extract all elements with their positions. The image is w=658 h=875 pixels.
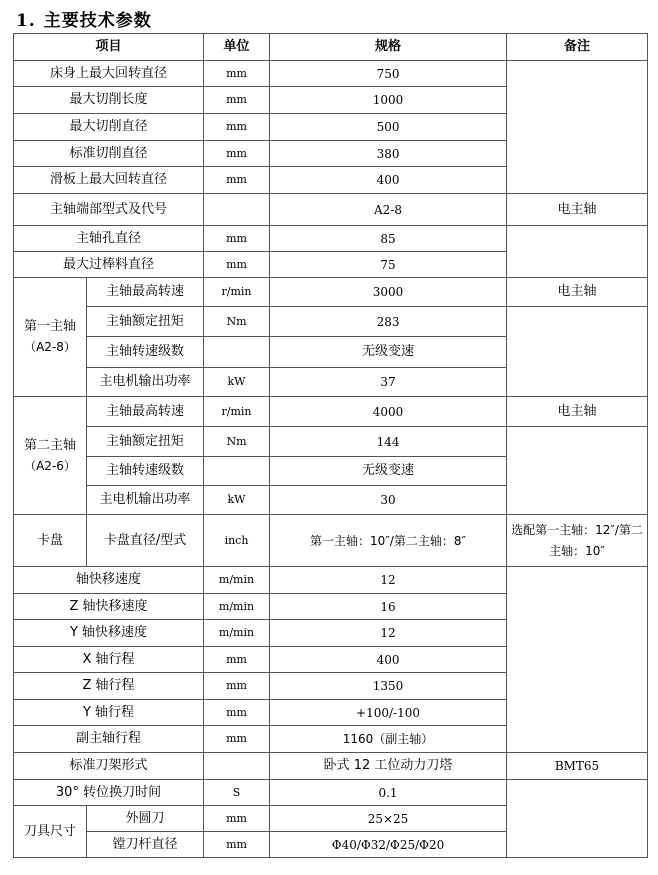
row-spec: 30 [270, 486, 507, 515]
table-row [14, 307, 648, 337]
row-note [507, 567, 648, 753]
row-item: 主电机输出功率 [87, 486, 204, 515]
row-spec: 283 [270, 307, 507, 337]
row-spec: 12 [270, 620, 507, 647]
row-note: 电主轴 [507, 397, 648, 427]
row-spec: 卧式 12 工位动力刀塔 [270, 753, 507, 780]
table-row [14, 427, 648, 457]
row-item: 滑板上最大回转直径 [14, 167, 204, 194]
row-note: BMT65 [507, 753, 648, 780]
row-spec: 75 [270, 252, 507, 278]
row-unit: mm [204, 726, 270, 753]
row-unit: mm [204, 226, 270, 252]
row-item: 最大切削直径 [14, 114, 204, 141]
row-item: X 轴行程 [14, 647, 204, 673]
row-spec: A2-8 [270, 194, 507, 226]
row-spec: 无级变速 [270, 457, 507, 486]
row-unit: r/min [204, 397, 270, 427]
row-spec: 400 [270, 647, 507, 673]
table-row [14, 753, 648, 780]
row-unit: mm [204, 252, 270, 278]
spindle2-group-label [14, 397, 87, 515]
row-note [507, 427, 648, 515]
row-unit [204, 194, 270, 226]
row-spec: 1350 [270, 673, 507, 700]
row-note [507, 226, 648, 278]
row-spec: 1000 [270, 87, 507, 114]
row-spec: Φ40/Φ32/Φ25/Φ20 [270, 832, 507, 858]
row-item: 轴快移速度 [14, 567, 204, 594]
row-item: 主轴转速级数 [87, 337, 204, 368]
chuck-group-label: 卡盘 [14, 515, 87, 567]
row-item: 主轴端部型式及代号 [14, 194, 204, 226]
table-row [14, 278, 648, 307]
section-title: 主要技术参数 [43, 11, 152, 31]
row-item: 最大切削长度 [14, 87, 204, 114]
row-item: 主轴最高转速 [87, 278, 204, 307]
row-spec: 3000 [270, 278, 507, 307]
row-spec: 144 [270, 427, 507, 457]
table-row [14, 780, 648, 806]
row-spec: 0.1 [270, 780, 507, 806]
row-item: 主轴最高转速 [87, 397, 204, 427]
row-spec: 400 [270, 167, 507, 194]
row-unit: inch [204, 515, 270, 567]
table-row [14, 194, 648, 226]
row-item: 副主轴行程 [14, 726, 204, 753]
row-unit: mm [204, 832, 270, 858]
row-spec: 750 [270, 61, 507, 87]
row-unit: mm [204, 141, 270, 167]
row-note [507, 61, 648, 194]
spindle2-group-line1: 第二主轴 [23, 437, 76, 453]
row-spec: 25×25 [270, 806, 507, 832]
row-item: Y 轴行程 [14, 700, 204, 726]
row-item: 主轴额定扭矩 [87, 307, 204, 337]
row-item: 主电机输出功率 [87, 368, 204, 397]
row-spec: 85 [270, 226, 507, 252]
row-unit [204, 337, 270, 368]
section-number: 1. [16, 11, 36, 31]
row-spec: 16 [270, 594, 507, 620]
row-unit: mm [204, 700, 270, 726]
spindle2-group-line2: （A2-6） [24, 458, 76, 473]
table-row [14, 226, 648, 252]
table-row [14, 567, 648, 594]
row-unit: mm [204, 647, 270, 673]
row-spec: 12 [270, 567, 507, 594]
row-item: 主轴转速级数 [87, 457, 204, 486]
row-item: 标准切削直径 [14, 141, 204, 167]
row-note: 选配第一主轴：12″/第二主轴：10″ [507, 515, 648, 567]
row-item: 镗刀杆直径 [87, 832, 204, 858]
row-spec: 无级变速 [270, 337, 507, 368]
row-unit: mm [204, 87, 270, 114]
section-heading [16, 6, 152, 31]
row-note [507, 307, 648, 397]
spindle1-group-label [14, 278, 87, 397]
header-note: 备注 [507, 34, 648, 61]
row-item: Y 轴快移速度 [14, 620, 204, 647]
row-unit: Nm [204, 427, 270, 457]
row-spec: 500 [270, 114, 507, 141]
row-note: 电主轴 [507, 278, 648, 307]
row-item: 外圆刀 [87, 806, 204, 832]
row-spec: +100/-100 [270, 700, 507, 726]
header-unit: 单位 [204, 34, 270, 61]
row-spec: 4000 [270, 397, 507, 427]
row-unit: S [204, 780, 270, 806]
row-unit: kW [204, 486, 270, 515]
row-spec: 380 [270, 141, 507, 167]
spindle1-group-line1: 第一主轴 [23, 319, 76, 334]
spec-table [13, 33, 648, 858]
header-item: 项目 [14, 34, 204, 61]
row-spec: 第一主轴：10″/第二主轴：8″ [270, 515, 507, 567]
row-item: 30° 转位换刀时间 [14, 780, 204, 806]
row-unit: mm [204, 673, 270, 700]
row-spec: 1160（副主轴） [270, 726, 507, 753]
header-spec: 规格 [270, 34, 507, 61]
row-unit [204, 457, 270, 486]
row-item: 标准刀架形式 [14, 753, 204, 780]
row-item: 主轴额定扭矩 [87, 427, 204, 457]
row-unit [204, 753, 270, 780]
row-unit: Nm [204, 307, 270, 337]
row-item: 最大过棒料直径 [14, 252, 204, 278]
row-unit: m/min [204, 620, 270, 647]
row-note: 电主轴 [507, 194, 648, 226]
row-item: 床身上最大回转直径 [14, 61, 204, 87]
row-unit: mm [204, 114, 270, 141]
row-spec: 37 [270, 368, 507, 397]
row-item: 卡盘直径/型式 [87, 515, 204, 567]
row-unit: r/min [204, 278, 270, 307]
table-row [14, 397, 648, 427]
spindle1-group-line2: （A2-8） [24, 340, 76, 354]
row-unit: kW [204, 368, 270, 397]
table-header-row [14, 34, 648, 61]
tools-group-label: 刀具尺寸 [14, 806, 87, 858]
row-unit: m/min [204, 594, 270, 620]
row-note [507, 780, 648, 858]
row-item: Z 轴快移速度 [14, 594, 204, 620]
row-item: Z 轴行程 [14, 673, 204, 700]
row-unit: m/min [204, 567, 270, 594]
row-unit: mm [204, 167, 270, 194]
table-row [14, 515, 648, 567]
table-row [14, 61, 648, 87]
row-unit: mm [204, 806, 270, 832]
row-unit: mm [204, 61, 270, 87]
row-item: 主轴孔直径 [14, 226, 204, 252]
